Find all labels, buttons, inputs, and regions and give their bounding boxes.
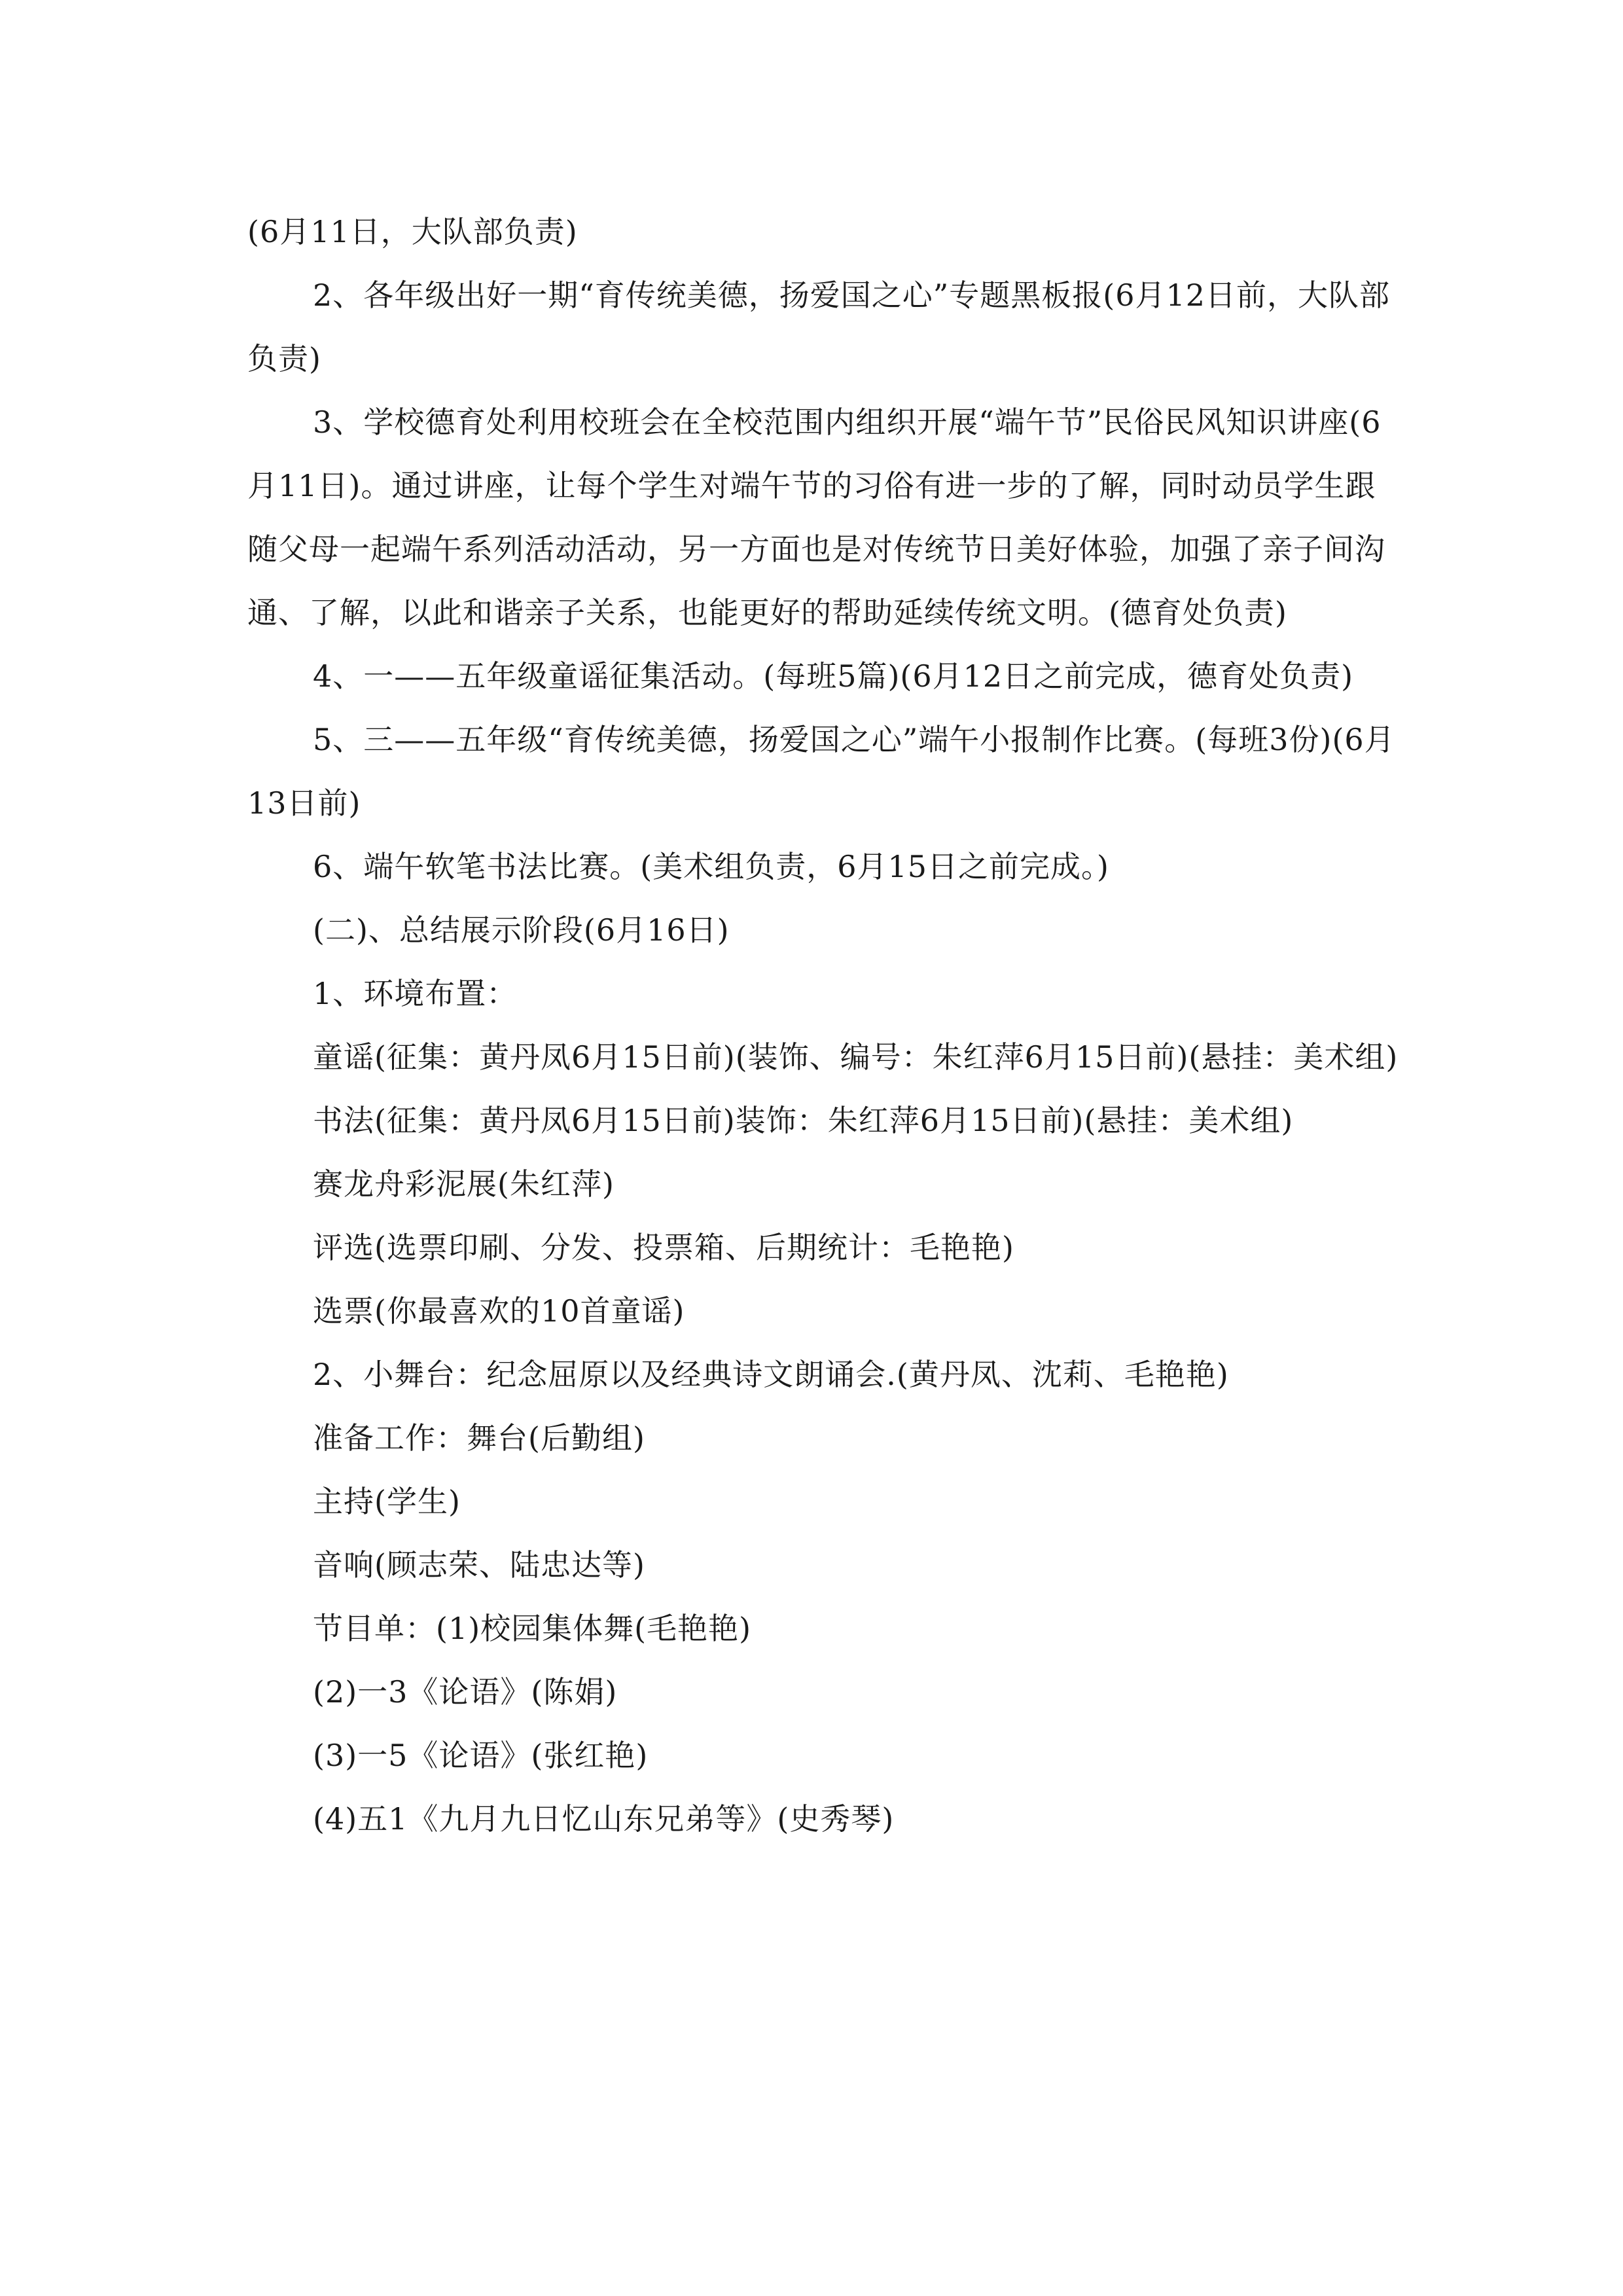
paragraph-1: (6月11日，大队部负责)	[247, 214, 578, 249]
paragraph-5: 5、三——五年级“育传统美德，扬爱国之心”端午小报制作比赛。(每班3份)(6月13日前)	[247, 722, 1395, 821]
paragraph-10: 书法(征集：黄丹凤6月15日前)装饰：朱红萍6月15日前)(悬挂：美术组)	[313, 1103, 1294, 1138]
paragraph-18: 节目单：(1)校园集体舞(毛艳艳)	[313, 1611, 752, 1646]
paragraph-14: 2、小舞台：纪念屈原以及经典诗文朗诵会.(黄丹凤、沈莉、毛艳艳)	[313, 1357, 1229, 1392]
paragraph-21: (4)五1《九月九日忆山东兄弟等》(史秀琴)	[313, 1801, 895, 1837]
paragraph-8: 1、环境布置：	[313, 976, 518, 1011]
paragraph-16: 主持(学生)	[313, 1484, 461, 1519]
paragraph-17: 音响(顾志荣、陆忠达等)	[313, 1547, 645, 1583]
paragraph-20: (3)一5《论语》(张红艳)	[313, 1738, 649, 1773]
paragraph-4: 4、一——五年级童谣征集活动。(每班5篇)(6月12日之前完成，德育处负责)	[313, 658, 1354, 694]
paragraph-6: 6、端午软笔书法比赛。(美术组负责，6月15日之前完成。)	[313, 849, 1109, 884]
paragraph-9: 童谣(征集：黄丹凤6月15日前)(装饰、编号：朱红萍6月15日前)(悬挂：美术组)	[313, 1039, 1399, 1075]
paragraph-19: (2)一3《论语》(陈娟)	[313, 1674, 618, 1710]
paragraph-12: 评选(选票印刷、分发、投票箱、后期统计：毛艳艳)	[313, 1230, 1014, 1265]
paragraph-11: 赛龙舟彩泥展(朱红萍)	[313, 1166, 615, 1202]
document-body	[247, 200, 1406, 1851]
section-heading: (二)、总结展示阶段(6月16日)	[313, 912, 730, 948]
paragraph-15: 准备工作：舞台(后勤组)	[313, 1420, 645, 1456]
paragraph-3: 3、学校德育处利用校班会在全校范围内组织开展“端午节”民俗民风知识讲座(6月11日)。通过讲座，让每个学生对端午节的习俗有进一步的了解，同时动员学生跟随父母一起端午系列活动活动，另一方面也是对传统节日美好体验，加强了亲子间沟通、了解，以此和谐亲子关系，也能更好的帮助延续传统文明。(德育处负责)	[247, 404, 1385, 630]
paragraph-2: 2、各年级出好一期“育传统美德，扬爱国之心”专题黑板报(6月12日前，大队部负责)	[247, 278, 1391, 376]
paragraph-13: 选票(你最喜欢的10首童谣)	[313, 1293, 685, 1329]
